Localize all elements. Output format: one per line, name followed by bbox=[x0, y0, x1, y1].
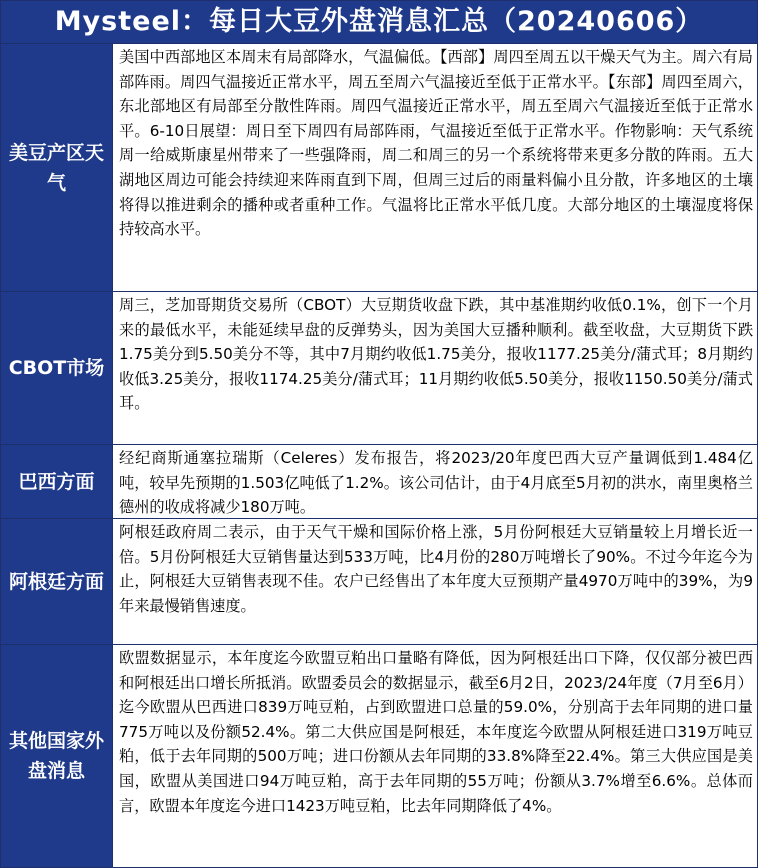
section-text: 经纪商斯通塞拉瑞斯（Celeres）发布报告，将2023/20年度巴西大豆产量调低到1.484亿吨，较早先预期的1.503亿吨低了1.2%。该公司估计，由于4月底至5月初的洪水，南里奥格兰德州的收成将减少180万吨。 bbox=[119, 449, 753, 517]
section-cbot bbox=[1, 291, 757, 444]
section-label: 巴西方面 bbox=[1, 445, 113, 518]
section-text: 周三，芝加哥期货交易所（CBOT）大豆期货收盘下跌，其中基准期约收低0.1%，创下一个月来的最低水平，未能延续早盘的反弹势头，因为美国大豆播种顺利。截至收盘，大豆期货下跌1.75美分到5.50美分不等，其中7月期约收低1.75美分，报收1177.25美分/蒲式耳；8月期约收低3.25美分，报收1174.25美分/蒲式耳；11月期约收低5.50美分，报收1150.50美分/蒲式耳。 bbox=[119, 296, 753, 413]
section-argentina bbox=[1, 518, 757, 644]
section-label: 阿根廷方面 bbox=[1, 519, 113, 644]
section-label: 其他国家外盘消息 bbox=[1, 645, 113, 867]
section-text: 欧盟数据显示，本年度迄今欧盟豆粕出口量略有降低，因为阿根廷出口下降，仅仅部分被巴西和阿根廷出口增长所抵消。欧盟委员会的数据显示，截至6月2日，2023/24年度（7月至6月）迄今欧盟从巴西进口839万吨豆粕，占到欧盟进口总量的59.0%，分别高于去年同期的进口量775万吨以及份额52.4%。第二大供应国是阿根廷，本年度迄今欧盟从阿根廷进口319万吨豆粕，低于去年同期的500万吨；进口份额从去年同期的33.8%降至22.4%。第三大供应国是美国，欧盟从美国进口94万吨豆粕，高于去年同期的55万吨；份额从3.7%增至6.6%。总体而言，欧盟本年度迄今进口1423万吨豆粕，比去年同期降低了4%。 bbox=[119, 649, 753, 815]
page-title: Mysteel：每日大豆外盘消息汇总（20240606） bbox=[1, 1, 757, 43]
section-weather bbox=[1, 43, 757, 291]
section-brazil bbox=[1, 444, 757, 518]
section-text: 阿根廷政府周二表示，由于天气干燥和国际价格上涨，5月份阿根廷大豆销量较上月增长近一倍。5月份阿根廷大豆销售量达到533万吨，比4月份的280万吨增长了90%。不过今年迄今为止，阿根廷大豆销售表现不佳。农户已经售出了本年度大豆预期产量4970万吨中的39%，为9年来最慢销售速度。 bbox=[119, 523, 753, 615]
section-label: CBOT市场 bbox=[1, 292, 113, 444]
section-other-countries bbox=[1, 644, 757, 867]
section-label: 美豆产区天气 bbox=[1, 44, 113, 291]
section-text: 美国中西部地区本周末有局部降水，气温偏低。【西部】周四至周五以干燥天气为主。周六有局部阵雨。周四气温接近正常水平，周五至周六气温接近至低于正常水平。【东部】周四至周六，东北部地区有局部至分散性阵雨。周四气温接近正常水平，周五至周六气温接近至低于正常水平。6-10日展望：周日至下周四有局部阵雨，气温接近至低于正常水平。作物影响：天气系统周一给威斯康星州带来了一些强降雨，周二和周三的另一个系统将带来更多分散的阵雨。五大湖地区周边可能会持续迎来阵雨直到下周，但周三过后的雨量料偏小且分散，许多地区的土壤将得以推进剩余的播种或者重种工作。气温将比正常水平低几度。大部分地区的土壤湿度将保持较高水平。 bbox=[119, 48, 753, 239]
